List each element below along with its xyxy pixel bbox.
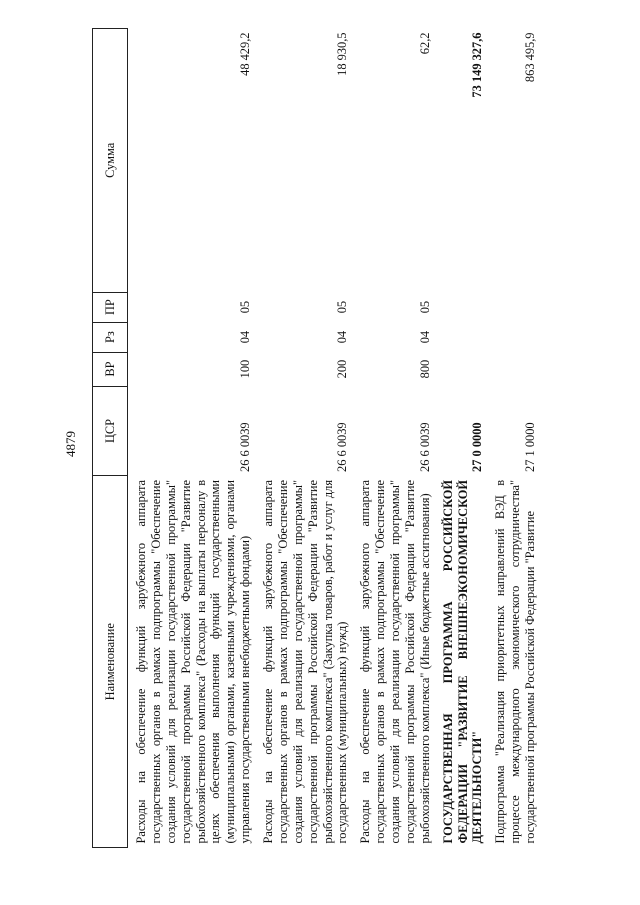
header-name: Наименование xyxy=(93,476,128,848)
header-rz: Рз xyxy=(93,322,128,352)
row-rz: 04 xyxy=(335,330,350,344)
row-rz: 04 xyxy=(238,330,253,344)
rotated-page-content xyxy=(92,8,592,848)
row-pr xyxy=(439,292,492,322)
row-rz xyxy=(491,322,540,352)
row-csr: 27 0 0000 xyxy=(470,422,485,472)
table-header-row xyxy=(93,29,128,848)
row-rz xyxy=(439,322,492,352)
row-name: Расходы на обеспечение функций зарубежного аппарата государственных органов в рамках подпрограммы "Обеспечение создания условий для реализации государственной программы" государственной программы Российской Федерации "Развитие рыбохозяйственного комплекса" (Расходы на выплаты персоналу в целях обеспечения выполнения функций государственными (муниципальными) органами, казенными учреждениями, органами управления государственными внебюджетными фондами) xyxy=(134,479,253,844)
row-pr: 05 xyxy=(335,300,350,314)
page-number: 4879 xyxy=(63,431,78,457)
row-vr: 800 xyxy=(417,359,432,379)
header-sum: Сумма xyxy=(93,29,128,293)
row-vr: 200 xyxy=(335,359,350,379)
row-sum: 18 930,5 xyxy=(335,32,350,76)
row-vr xyxy=(439,352,492,386)
row-sum: 863 495,9 xyxy=(523,32,537,83)
row-csr: 27 1 0000 xyxy=(523,422,537,472)
table-row xyxy=(491,29,540,848)
row-rz: 04 xyxy=(417,330,432,344)
row-vr xyxy=(491,352,540,386)
row-name: ГОСУДАРСТВЕННАЯ ПРОГРАММА РОССИЙСКОЙ ФЕДЕРАЦИИ "РАЗВИТИЕ ВНЕШНЕЭКОНОМИЧЕСКОЙ ДЕЯТЕЛЬНОСТИ" xyxy=(440,479,485,844)
row-pr xyxy=(491,292,540,322)
row-name: Расходы на обеспечение функций зарубежного аппарата государственных органов в рамках подпрограммы "Обеспечение создания условий для реализации государственной программы" государственной программы Российской Федерации "Развитие рыбохозяйственного комплекса" (Закупка товаров, работ и услуг для государственных (муниципальных) нужд) xyxy=(261,479,350,844)
row-name: Подпрограмма "Реализация приоритетных направлений ВЭД в процессе международного экономического сотрудничества" государственной программы Российской Федерации "Развитие xyxy=(493,479,537,844)
header-pr: ПР xyxy=(93,292,128,322)
table-row xyxy=(128,29,260,848)
row-pr: 05 xyxy=(238,300,253,314)
row-csr: 26 6 0039 xyxy=(335,422,350,472)
header-vr: ВР xyxy=(93,352,128,386)
table-row xyxy=(356,29,438,848)
header-csr: ЦСР xyxy=(93,386,128,476)
row-sum: 73 149 327,6 xyxy=(470,32,485,98)
row-sum: 62,2 xyxy=(417,32,432,55)
table-row xyxy=(259,29,356,848)
row-csr: 26 6 0039 xyxy=(238,422,253,472)
table-row xyxy=(439,29,492,848)
row-sum: 48 429,2 xyxy=(238,32,253,76)
budget-table xyxy=(92,28,540,848)
row-name: Расходы на обеспечение функций зарубежного аппарата государственных органов в рамках подпрограммы "Обеспечение создания условий для реализации государственной программы" государственной программы Российской Федерации "Развитие рыбохозяйственного комплекса" (Иные бюджетные ассигнования) xyxy=(358,479,432,844)
row-pr: 05 xyxy=(417,300,432,314)
row-csr: 26 6 0039 xyxy=(417,422,432,472)
row-vr: 100 xyxy=(238,359,253,379)
